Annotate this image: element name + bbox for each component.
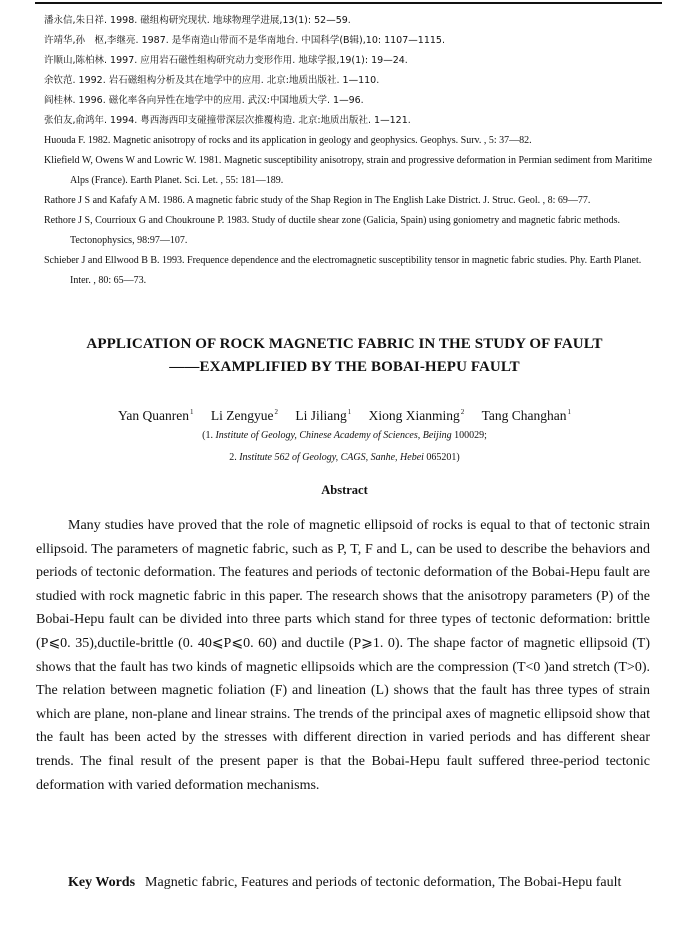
reference-list <box>44 11 659 291</box>
reference-item: 余钦范. 1992. 岩石磁组构分析及其在地学中的应用. 北京:地质出版社. 1—110. <box>44 75 380 86</box>
affiliation-marker: 2 <box>274 408 278 416</box>
abstract-body <box>36 514 650 797</box>
reference-item: 阎桂林. 1996. 磁化率各向异性在地学中的应用. 武汉:中国地质大学. 1—96. <box>44 95 364 106</box>
reference-item: Kliefield W, Owens W and Lowric W. 1981. Magnetic susceptibility anisotropy, strain and progressive deformation in Permian sediment from Maritime Alps (France). Earth Planet. Sci. Let. , 55: 181—189. <box>44 155 653 186</box>
author: Tang Changhan$^1$ <box>481 408 572 423</box>
keywords <box>36 871 650 895</box>
reference-item: Rathore J S and Kafafy A M. 1986. A magnetic fabric study of the Shap Region in The English Lake District. J. Struc. Geol. , 8: 69—77. <box>44 195 591 206</box>
reference-item: 潘永信,朱日祥. 1998. 磁组构研究现状. 地球物理学进展,13(1): 52—59. <box>44 15 351 26</box>
reference-item: Schieber J and Ellwood B B. 1993. Frequence dependence and the electromagnetic susceptibility tensor in magnetic fabric studies. Phy. Earth Planet. Inter. , 80: 65—73. <box>44 255 642 286</box>
affiliation-1: (1. Institute of Geology, Chinese Academy of Sciences, Beijing 100029; <box>202 430 487 441</box>
affiliation-marker: 1 <box>189 408 194 416</box>
reference-item: 许靖华,孙 枢,李继亮. 1987. 是华南造山带而不是华南地台. 中国科学(B辑),10: 1107—1115. <box>44 35 445 46</box>
title-line-2: ——EXAMPLIFIED BY THE BOBAI-HEPU FAULT <box>169 359 520 375</box>
paper-title <box>0 333 689 379</box>
title-line-1: APPLICATION OF ROCK MAGNETIC FABRIC IN THE STUDY OF FAULT <box>86 336 603 352</box>
author-list <box>0 402 689 426</box>
affiliation-2: 2. Institute 562 of Geology, CAGS, Sanhe, Hebei 065201) <box>229 452 460 463</box>
affiliation-marker: 1 <box>347 408 352 416</box>
abstract-paragraph: Many studies have proved that the role of magnetic ellipsoid of rocks is equal to that of tectonic strain ellipsoid. The parameters of magnetic fabric, such as P, T, F and L, can be used to describe the behaviors and periods of tectonic deformation. The features and periods of tectonic deformation of the Bobai-Hepu fault are studied with rock magnetic fabric in this paper. The research shows that the anisotropy parameters (P) of the Bobai-Hepu fault can be divided into three parts which stand for three types of tectonic deformation: brittle (P⩽0. 35),ductile-brittle (0. 40⩽P⩽0. 60) and ductile (P⩾1. 0). The shape factor of magnetic ellipsoid (T) shows that the fault has two kinds of magnetic ellipsoids which are the compression (T<0 )and stretch (T>0). The relation between magnetic foliation (F) and lineation (L) shows that the fault has three types of strain which are plane, non-plane and linear strains. The trends of the principal axes of magnetic ellipsoid show that the fault has been acted by the stresses with different direction in varied periods and has different shear trends. The final result of the present paper is that the Bobai-Hepu fault suffered three-period tectonic deformation with varied deformation mechanisms. <box>36 518 650 793</box>
keywords-text: Magnetic fabric, Features and periods of tectonic deformation, The Bobai-Hepu fault <box>145 875 622 890</box>
affiliation-marker: 2 <box>460 408 465 416</box>
author: Xiong Xianming$^2$ <box>368 408 465 423</box>
reference-item: Huouda F. 1982. Magnetic anisotropy of rocks and its application in geology and geophysics. Geophys. Surv. , 5: 37—82. <box>44 135 532 146</box>
author: Li Zengyue$^2$ <box>210 408 278 423</box>
reference-item: 许顺山,陈柏林. 1997. 应用岩石磁性组构研究动力变形作用. 地球学报,19(1): 19—24. <box>44 55 408 66</box>
author: Li Jiliang$^1$ <box>295 408 352 423</box>
reference-item: Rethore J S, Courrioux G and Choukroune P. 1983. Study of ductile shear zone (Galicia, Spain) using goniometry and magnetic fabric methods. Tectonophysics, 98:97—107. <box>44 215 621 246</box>
author: Yan Quanren$^1$ <box>117 408 194 423</box>
affiliation-marker: 1 <box>567 408 572 416</box>
keywords-label: Key Words <box>68 875 136 890</box>
reference-item: 张伯友,俞鸿年. 1994. 粤西海西印支碰撞带深层次推覆构造. 北京:地质出版社. 1—121. <box>44 115 411 126</box>
header-rule <box>35 2 662 4</box>
abstract-heading: Abstract <box>321 483 368 497</box>
